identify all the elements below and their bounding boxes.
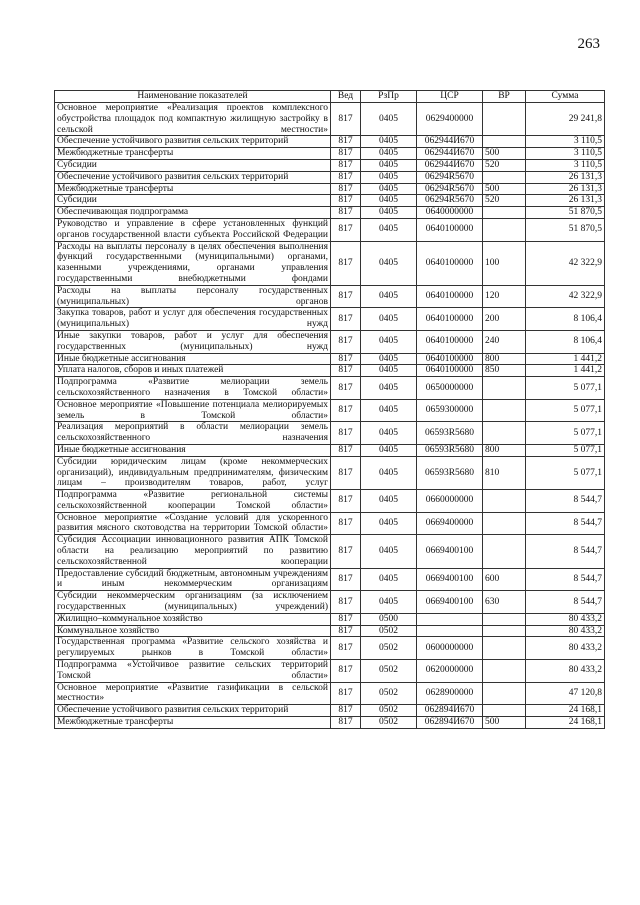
cell-sum: 51 870,5 xyxy=(526,207,605,219)
cell-ved: 817 xyxy=(331,241,361,285)
cell-sum: 8 544,7 xyxy=(526,490,605,513)
cell-ved: 817 xyxy=(331,377,361,400)
cell-ved: 817 xyxy=(331,717,361,729)
cell-vr: 500 xyxy=(483,148,526,160)
cell-vr xyxy=(483,613,526,625)
cell-rzpr: 0405 xyxy=(361,207,417,219)
cell-csr: 0640100000 xyxy=(417,365,483,377)
cell-csr: 06593R5680 xyxy=(417,422,483,445)
cell-vr xyxy=(483,682,526,705)
cell-vr: 630 xyxy=(483,591,526,614)
cell-name: Расходы на выплаты персоналу государственных (муниципальных) органов xyxy=(55,285,331,308)
cell-ved: 817 xyxy=(331,183,361,195)
cell-csr: 0600000000 xyxy=(417,637,483,660)
cell-ved: 817 xyxy=(331,705,361,717)
cell-sum: 8 544,7 xyxy=(526,591,605,614)
table-row xyxy=(55,613,605,625)
cell-rzpr: 0405 xyxy=(361,218,417,241)
cell-sum: 26 131,3 xyxy=(526,195,605,207)
budget-table xyxy=(54,90,605,729)
cell-ved: 817 xyxy=(331,444,361,456)
cell-sum: 5 077,1 xyxy=(526,377,605,400)
table-row xyxy=(55,512,605,535)
cell-vr xyxy=(483,637,526,660)
table-row xyxy=(55,399,605,422)
cell-name: Закупка товаров, работ и услуг для обеспечения государственных (муниципальных) нужд xyxy=(55,308,331,331)
table-row xyxy=(55,365,605,377)
cell-sum: 3 110,5 xyxy=(526,136,605,148)
cell-rzpr: 0405 xyxy=(361,512,417,535)
table-row xyxy=(55,207,605,219)
cell-csr: 0669400100 xyxy=(417,568,483,591)
cell-ved: 817 xyxy=(331,136,361,148)
cell-csr: 06593R5680 xyxy=(417,456,483,489)
cell-vr: 500 xyxy=(483,183,526,195)
cell-csr: 0640100000 xyxy=(417,353,483,365)
cell-csr: 0660000000 xyxy=(417,490,483,513)
cell-rzpr: 0502 xyxy=(361,625,417,637)
cell-sum: 8 106,4 xyxy=(526,308,605,331)
cell-ved: 817 xyxy=(331,456,361,489)
cell-name: Основное мероприятие «Создание условий для ускоренного развития мясного скотоводства на территории Томской области» xyxy=(55,512,331,535)
cell-sum: 29 241,8 xyxy=(526,103,605,136)
cell-csr: 062894И670 xyxy=(417,705,483,717)
cell-rzpr: 0502 xyxy=(361,717,417,729)
cell-csr xyxy=(417,613,483,625)
cell-name: Подпрограмма «Развитие мелиорации земель сельскохозяйственного назначения в Томской области» xyxy=(55,377,331,400)
table-row xyxy=(55,444,605,456)
table-row xyxy=(55,218,605,241)
cell-sum: 26 131,3 xyxy=(526,183,605,195)
cell-name: Уплата налогов, сборов и иных платежей xyxy=(55,365,331,377)
cell-name: Субсидии xyxy=(55,159,331,171)
cell-vr xyxy=(483,377,526,400)
cell-rzpr: 0405 xyxy=(361,399,417,422)
table-row xyxy=(55,183,605,195)
cell-rzpr: 0405 xyxy=(361,444,417,456)
cell-csr: 0628900000 xyxy=(417,682,483,705)
cell-csr: 0650000000 xyxy=(417,377,483,400)
cell-vr: 120 xyxy=(483,285,526,308)
cell-rzpr: 0405 xyxy=(361,365,417,377)
cell-name: Жилищно–коммунальное хозяйство xyxy=(55,613,331,625)
table-row xyxy=(55,568,605,591)
cell-ved: 817 xyxy=(331,637,361,660)
table-row xyxy=(55,136,605,148)
cell-sum: 24 168,1 xyxy=(526,717,605,729)
cell-ved: 817 xyxy=(331,171,361,183)
header-rzpr: РзПр xyxy=(361,91,417,103)
cell-ved: 817 xyxy=(331,613,361,625)
cell-ved: 817 xyxy=(331,308,361,331)
cell-ved: 817 xyxy=(331,512,361,535)
table-row xyxy=(55,195,605,207)
cell-csr xyxy=(417,625,483,637)
table-row xyxy=(55,660,605,683)
cell-rzpr: 0405 xyxy=(361,308,417,331)
cell-name: Субсидия Ассоциации инновационного развития АПК Томской области на реализацию мероприятий по развитию сельскохозяйственной кооперации xyxy=(55,535,331,568)
cell-sum: 80 433,2 xyxy=(526,625,605,637)
cell-ved: 817 xyxy=(331,399,361,422)
table-row xyxy=(55,330,605,353)
cell-vr xyxy=(483,535,526,568)
cell-vr: 240 xyxy=(483,330,526,353)
cell-csr: 0640100000 xyxy=(417,241,483,285)
cell-sum: 42 322,9 xyxy=(526,241,605,285)
cell-ved: 817 xyxy=(331,365,361,377)
cell-rzpr: 0405 xyxy=(361,136,417,148)
cell-rzpr: 0502 xyxy=(361,682,417,705)
cell-ved: 817 xyxy=(331,159,361,171)
cell-ved: 817 xyxy=(331,218,361,241)
cell-rzpr: 0405 xyxy=(361,591,417,614)
cell-name: Предоставление субсидий бюджетным, автономным учреждениям и иным некоммерческим организациям xyxy=(55,568,331,591)
cell-ved: 817 xyxy=(331,353,361,365)
table-body xyxy=(55,103,605,729)
cell-vr xyxy=(483,422,526,445)
cell-name: Обеспечение устойчивого развития сельских территорий xyxy=(55,136,331,148)
cell-vr: 800 xyxy=(483,444,526,456)
cell-name: Реализация мероприятий в области мелиорации земель сельскохозяйственного назначения xyxy=(55,422,331,445)
header-vr: ВР xyxy=(483,91,526,103)
cell-rzpr: 0405 xyxy=(361,148,417,160)
table-row xyxy=(55,682,605,705)
cell-rzpr: 0405 xyxy=(361,422,417,445)
table-row xyxy=(55,717,605,729)
table-row xyxy=(55,171,605,183)
cell-vr xyxy=(483,705,526,717)
cell-name: Основное мероприятие «Повышение потенциала мелиорируемых земель в Томской области» xyxy=(55,399,331,422)
cell-name: Обеспечение устойчивого развития сельских территорий xyxy=(55,705,331,717)
cell-ved: 817 xyxy=(331,490,361,513)
cell-sum: 3 110,5 xyxy=(526,159,605,171)
cell-csr: 06294R5670 xyxy=(417,171,483,183)
cell-sum: 5 077,1 xyxy=(526,444,605,456)
cell-name: Государственная программа «Развитие сельского хозяйства и регулируемых рынков в Томской области» xyxy=(55,637,331,660)
cell-rzpr: 0405 xyxy=(361,490,417,513)
table-row xyxy=(55,377,605,400)
cell-csr: 0640100000 xyxy=(417,330,483,353)
cell-sum: 42 322,9 xyxy=(526,285,605,308)
cell-sum: 5 077,1 xyxy=(526,456,605,489)
cell-sum: 1 441,2 xyxy=(526,353,605,365)
cell-vr: 520 xyxy=(483,159,526,171)
cell-name: Межбюджетные трансферты xyxy=(55,717,331,729)
cell-name: Расходы на выплаты персоналу в целях обеспечения выполнения функций государственными (муниципальными) органами, казенными учреждениями, органами управления государственными внебюджетными фондами xyxy=(55,241,331,285)
cell-sum: 26 131,3 xyxy=(526,171,605,183)
cell-name: Обеспечивающая подпрограмма xyxy=(55,207,331,219)
header-sum: Сумма xyxy=(526,91,605,103)
cell-csr: 0620000000 xyxy=(417,660,483,683)
cell-name: Субсидии некоммерческим организациям (за исключением государственных (муниципальных) учреждений) xyxy=(55,591,331,614)
cell-ved: 817 xyxy=(331,207,361,219)
cell-rzpr: 0502 xyxy=(361,705,417,717)
cell-sum: 3 110,5 xyxy=(526,148,605,160)
cell-ved: 817 xyxy=(331,625,361,637)
cell-vr xyxy=(483,490,526,513)
table-header-row xyxy=(55,91,605,103)
cell-csr: 062944И670 xyxy=(417,159,483,171)
cell-csr: 06593R5680 xyxy=(417,444,483,456)
header-csr: ЦСР xyxy=(417,91,483,103)
cell-name: Коммунальное хозяйство xyxy=(55,625,331,637)
cell-vr xyxy=(483,660,526,683)
table-row xyxy=(55,148,605,160)
cell-ved: 817 xyxy=(331,330,361,353)
cell-csr: 0669400100 xyxy=(417,535,483,568)
cell-sum: 1 441,2 xyxy=(526,365,605,377)
cell-rzpr: 0405 xyxy=(361,456,417,489)
table-row xyxy=(55,285,605,308)
cell-ved: 817 xyxy=(331,682,361,705)
cell-sum: 51 870,5 xyxy=(526,218,605,241)
cell-sum: 8 106,4 xyxy=(526,330,605,353)
cell-csr: 06294R5670 xyxy=(417,183,483,195)
header-ved: Вед xyxy=(331,91,361,103)
cell-name: Руководство и управление в сфере установленных функций органов государственной власти субъекта Российской Федерации xyxy=(55,218,331,241)
cell-vr xyxy=(483,399,526,422)
cell-vr xyxy=(483,136,526,148)
cell-sum: 80 433,2 xyxy=(526,660,605,683)
cell-csr: 0640100000 xyxy=(417,285,483,308)
cell-ved: 817 xyxy=(331,422,361,445)
cell-vr xyxy=(483,207,526,219)
cell-csr: 0659300000 xyxy=(417,399,483,422)
cell-name: Субсидии юридическим лицам (кроме некоммерческих организаций), индивидуальным предпринимателям, физическим лицам – производителям товаров, работ, услуг xyxy=(55,456,331,489)
table-row xyxy=(55,456,605,489)
cell-rzpr: 0502 xyxy=(361,637,417,660)
cell-ved: 817 xyxy=(331,195,361,207)
cell-rzpr: 0405 xyxy=(361,241,417,285)
cell-vr: 800 xyxy=(483,353,526,365)
table-row xyxy=(55,625,605,637)
cell-vr: 600 xyxy=(483,568,526,591)
table-row xyxy=(55,353,605,365)
cell-name: Подпрограмма «Устойчивое развитие сельских территорий Томской области» xyxy=(55,660,331,683)
cell-sum: 5 077,1 xyxy=(526,422,605,445)
cell-name: Подпрограмма «Развитие региональной системы сельскохозяйственной кооперации Томской области» xyxy=(55,490,331,513)
cell-sum: 8 544,7 xyxy=(526,512,605,535)
cell-vr: 100 xyxy=(483,241,526,285)
table-row xyxy=(55,490,605,513)
cell-sum: 47 120,8 xyxy=(526,682,605,705)
cell-ved: 817 xyxy=(331,591,361,614)
cell-name: Основное мероприятие «Развитие газификации в сельской местности» xyxy=(55,682,331,705)
cell-name: Иные закупки товаров, работ и услуг для обеспечения государственных (муниципальных) нужд xyxy=(55,330,331,353)
cell-name: Иные бюджетные ассигнования xyxy=(55,444,331,456)
table-row xyxy=(55,637,605,660)
cell-csr: 06294R5670 xyxy=(417,195,483,207)
cell-sum: 24 168,1 xyxy=(526,705,605,717)
cell-csr: 0629400000 xyxy=(417,103,483,136)
cell-csr: 0669400000 xyxy=(417,512,483,535)
cell-name: Обеспечение устойчивого развития сельских территорий xyxy=(55,171,331,183)
cell-rzpr: 0405 xyxy=(361,568,417,591)
cell-ved: 817 xyxy=(331,568,361,591)
cell-vr xyxy=(483,103,526,136)
cell-csr: 0640000000 xyxy=(417,207,483,219)
cell-rzpr: 0502 xyxy=(361,660,417,683)
cell-sum: 8 544,7 xyxy=(526,568,605,591)
cell-vr xyxy=(483,171,526,183)
cell-name: Субсидии xyxy=(55,195,331,207)
cell-rzpr: 0405 xyxy=(361,535,417,568)
cell-rzpr: 0405 xyxy=(361,285,417,308)
cell-sum: 8 544,7 xyxy=(526,535,605,568)
cell-name: Иные бюджетные ассигнования xyxy=(55,353,331,365)
cell-vr: 200 xyxy=(483,308,526,331)
cell-vr xyxy=(483,512,526,535)
cell-ved: 817 xyxy=(331,148,361,160)
header-name: Наименование показателей xyxy=(55,91,331,103)
cell-ved: 817 xyxy=(331,660,361,683)
cell-rzpr: 0405 xyxy=(361,353,417,365)
cell-csr: 062944И670 xyxy=(417,148,483,160)
table-row xyxy=(55,705,605,717)
cell-csr: 062894И670 xyxy=(417,717,483,729)
cell-sum: 5 077,1 xyxy=(526,399,605,422)
table-row xyxy=(55,535,605,568)
cell-vr xyxy=(483,218,526,241)
table-row xyxy=(55,241,605,285)
cell-vr: 500 xyxy=(483,717,526,729)
cell-rzpr: 0405 xyxy=(361,330,417,353)
table-row xyxy=(55,591,605,614)
cell-name: Межбюджетные трансферты xyxy=(55,148,331,160)
cell-name: Основное мероприятие «Реализация проектов комплексного обустройства площадок под компактную жилищную застройку в сельской местности» xyxy=(55,103,331,136)
cell-rzpr: 0405 xyxy=(361,171,417,183)
cell-csr: 0640100000 xyxy=(417,308,483,331)
page-number: 263 xyxy=(577,36,600,52)
cell-ved: 817 xyxy=(331,535,361,568)
cell-vr: 850 xyxy=(483,365,526,377)
cell-ved: 817 xyxy=(331,103,361,136)
cell-name: Межбюджетные трансферты xyxy=(55,183,331,195)
table-row xyxy=(55,159,605,171)
cell-csr: 062944И670 xyxy=(417,136,483,148)
cell-vr: 810 xyxy=(483,456,526,489)
cell-sum: 80 433,2 xyxy=(526,613,605,625)
table-row xyxy=(55,308,605,331)
cell-rzpr: 0500 xyxy=(361,613,417,625)
cell-vr xyxy=(483,625,526,637)
table-row xyxy=(55,103,605,136)
cell-rzpr: 0405 xyxy=(361,159,417,171)
cell-csr: 0640100000 xyxy=(417,218,483,241)
cell-rzpr: 0405 xyxy=(361,377,417,400)
cell-rzpr: 0405 xyxy=(361,103,417,136)
cell-ved: 817 xyxy=(331,285,361,308)
table-row xyxy=(55,422,605,445)
cell-csr: 0669400100 xyxy=(417,591,483,614)
cell-rzpr: 0405 xyxy=(361,183,417,195)
cell-vr: 520 xyxy=(483,195,526,207)
cell-rzpr: 0405 xyxy=(361,195,417,207)
cell-sum: 80 433,2 xyxy=(526,637,605,660)
